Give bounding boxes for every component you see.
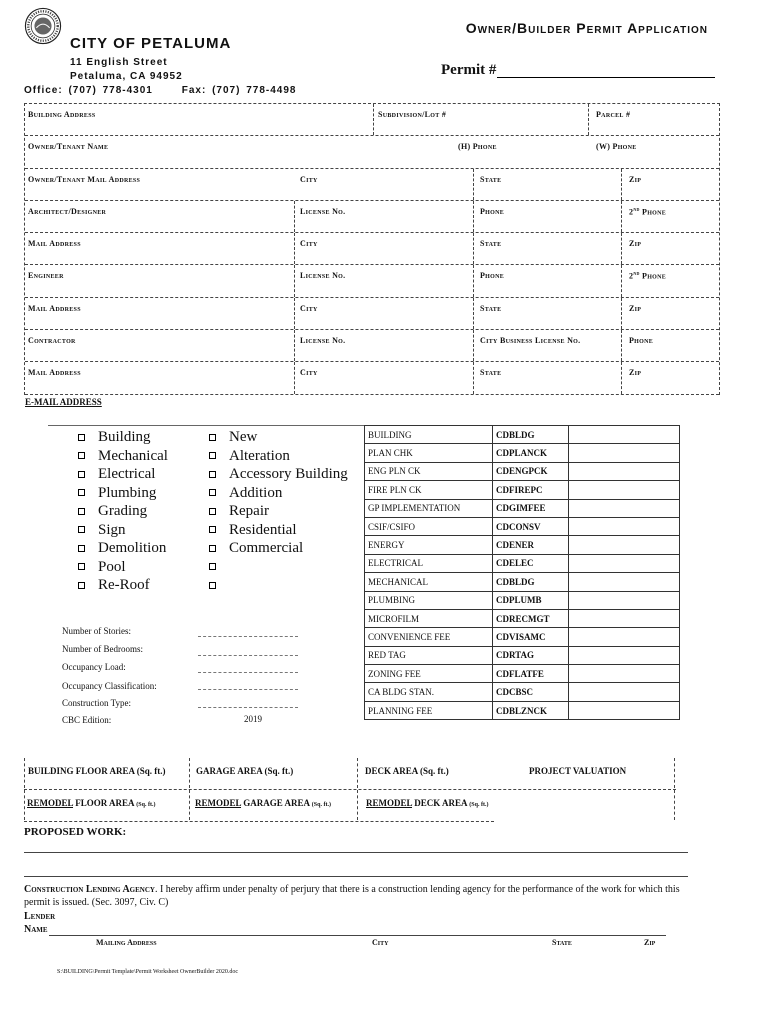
checkbox-icon[interactable] [209, 526, 216, 533]
checkbox-grading[interactable]: Grading [78, 502, 168, 521]
subdivision-lot-field[interactable]: Subdivision/Lot # [378, 110, 447, 119]
grid-row-architect-mail [25, 233, 719, 265]
table-row: FIRE PLN CK CDFIREPC [365, 481, 680, 499]
engineer-license-field[interactable]: License No. [300, 271, 346, 281]
table-row: CONVENIENCE FEE CDVISAMC [365, 628, 680, 646]
contact-line [24, 85, 296, 96]
checkbox-icon[interactable] [78, 582, 85, 589]
grid-row-engineer-mail [25, 298, 719, 330]
table-row: PLAN CHK CDPLANCK [365, 444, 680, 462]
work-phone-field[interactable]: (W) Phone [596, 142, 637, 152]
fee-code-table [364, 425, 680, 720]
construction-type-label: Construction Type: [62, 698, 131, 708]
street-address: 11 English Street [70, 57, 168, 68]
remodel-floor-area-field[interactable]: REMODEL FLOOR AREA (Sq. ft.) [27, 798, 156, 808]
checkbox-blank-2[interactable] [209, 576, 348, 595]
cbc-edition-label: CBC Edition: [62, 715, 112, 725]
table-row: MICROFILM CDRECMGT [365, 609, 680, 627]
architect-second-phone-field[interactable]: 2nd Phone [629, 207, 667, 217]
engineer-mail-address-field[interactable]: Mail Address [28, 303, 81, 313]
checkbox-icon[interactable] [78, 471, 85, 478]
engineer-field[interactable]: Engineer [28, 271, 64, 281]
grid-row-engineer [25, 265, 719, 297]
checkbox-repair[interactable]: Repair [209, 502, 348, 521]
checkbox-icon[interactable] [209, 434, 216, 441]
checkbox-icon[interactable] [209, 545, 216, 552]
contractor-field[interactable]: Contractor [28, 336, 76, 346]
fee-amount-cell[interactable] [569, 665, 680, 683]
lender-mailing-address-label: Mailing Address [96, 938, 157, 947]
occupancy-classification-field[interactable] [198, 689, 298, 690]
bedrooms-field[interactable] [198, 655, 298, 656]
owner-zip-field[interactable]: Zip [629, 174, 642, 184]
remodel-garage-area-field[interactable]: REMODEL GARAGE AREA (Sq. ft.) [195, 798, 331, 808]
occupancy-load-label: Occupancy Load: [62, 662, 126, 672]
grid-row-architect [25, 201, 719, 233]
form-title: Owner/Builder Permit Application [465, 20, 708, 36]
permit-type-list [78, 428, 168, 595]
building-floor-area-field[interactable]: BUILDING FLOOR AREA (Sq. ft.) [28, 766, 166, 776]
checkbox-icon[interactable] [209, 563, 216, 570]
architect-license-field[interactable]: License No. [300, 206, 346, 216]
garage-area-field[interactable]: GARAGE AREA (Sq. ft.) [196, 766, 294, 776]
checkbox-commercial[interactable]: Commercial [209, 539, 348, 558]
table-row: ZONING FEE CDFLATFE [365, 665, 680, 683]
office-phone: Office: (707) 778-4301 [24, 85, 153, 96]
remodel-deck-area-field[interactable]: REMODEL DECK AREA (Sq. ft.) [366, 798, 489, 808]
building-address-field[interactable]: Building Address [28, 110, 96, 119]
checkbox-blank-1[interactable] [209, 558, 348, 577]
architect-zip-field[interactable]: Zip [629, 239, 642, 249]
fee-amount-cell[interactable] [569, 554, 680, 572]
lending-agency-statement: Construction Lending Agency. I hereby affirm under penalty of perjury that there is a construction lending agency for the performance of the work for which this permit is issued. (Sec. 3097, Civ. C) [24, 884, 680, 908]
checkbox-icon[interactable] [78, 452, 85, 459]
applicant-info-grid [24, 103, 720, 395]
engineer-city-field[interactable]: City [300, 303, 318, 313]
city-state-zip: Petaluma, CA 94952 [70, 71, 183, 82]
contractor-zip-field[interactable]: Zip [629, 368, 642, 378]
table-row: PLUMBING CDPLUMB [365, 591, 680, 609]
table-row: MECHANICAL CDBLDG [365, 573, 680, 591]
checkbox-icon[interactable] [209, 471, 216, 478]
grid-row-building-address [25, 104, 719, 136]
checkbox-sign[interactable]: Sign [78, 521, 168, 540]
fee-amount-cell[interactable] [569, 444, 680, 462]
checkbox-icon[interactable] [209, 452, 216, 459]
grid-row-contractor [25, 330, 719, 362]
email-address-field[interactable] [48, 425, 365, 426]
table-row: ENERGY CDENER [365, 536, 680, 554]
checkbox-icon[interactable] [78, 545, 85, 552]
owner-mail-address-field[interactable]: Owner/Tenant Mail Address [28, 174, 141, 184]
fee-amount-cell[interactable] [569, 646, 680, 664]
checkbox-pool[interactable]: Pool [78, 558, 168, 577]
grid-row-contractor-mail [25, 362, 719, 394]
occupancy-classification-label: Occupancy Classification: [62, 681, 157, 691]
checkbox-electrical[interactable]: Electrical [78, 465, 168, 484]
checkbox-icon[interactable] [209, 582, 216, 589]
project-valuation-field[interactable]: PROJECT VALUATION [529, 766, 627, 776]
checkbox-plumbing[interactable]: Plumbing [78, 484, 168, 503]
table-row: ENG PLN CK CDENGPCK [365, 462, 680, 480]
city-name: CITY OF PETALUMA [70, 35, 232, 52]
city-seal-logo [24, 7, 62, 45]
table-row: RED TAG CDRTAG [365, 646, 680, 664]
checkbox-accessory-building[interactable]: Accessory Building [209, 465, 348, 484]
fee-amount-cell[interactable] [569, 499, 680, 517]
architect-state-field[interactable]: State [480, 239, 502, 249]
owner-city-field[interactable]: City [300, 174, 318, 184]
document-path-footer: S:\BUILDING\Permit Template\Permit Worksheet OwnerBuilder 2020.doc [57, 969, 239, 975]
city-business-license-field[interactable]: City Business License No. [480, 336, 581, 346]
proposed-work-label: PROPOSED WORK: [24, 826, 127, 838]
parcel-field[interactable]: Parcel # [596, 110, 631, 119]
contractor-mail-address-field[interactable]: Mail Address [28, 368, 81, 378]
occupancy-load-field[interactable] [198, 672, 298, 673]
engineer-state-field[interactable]: State [480, 303, 502, 313]
lender-city-label: City [372, 938, 389, 947]
engineer-zip-field[interactable]: Zip [629, 303, 642, 313]
owner-state-field[interactable]: State [480, 174, 502, 184]
table-row: PLANNING FEE CDBLZNCK [365, 701, 680, 719]
checkbox-demolition[interactable]: Demolition [78, 539, 168, 558]
checkbox-icon[interactable] [78, 563, 85, 570]
checkbox-addition[interactable]: Addition [209, 484, 348, 503]
fee-amount-cell[interactable] [569, 591, 680, 609]
contractor-city-field[interactable]: City [300, 368, 318, 378]
checkbox-residential[interactable]: Residential [209, 521, 348, 540]
permit-number-field[interactable] [497, 77, 715, 78]
lender-name-label: Name [24, 924, 48, 935]
fee-amount-cell[interactable] [569, 481, 680, 499]
fee-amount-cell[interactable] [569, 462, 680, 480]
construction-type-field[interactable] [198, 707, 298, 708]
lender-name-field[interactable] [49, 935, 666, 936]
fee-amount-cell[interactable] [569, 536, 680, 554]
architect-phone-field[interactable]: Phone [480, 206, 505, 216]
engineer-phone-field[interactable]: Phone [480, 271, 505, 281]
checkbox-re-roof[interactable]: Re-Roof [78, 576, 168, 595]
lender-label: Lender [24, 911, 56, 922]
grid-row-owner-name [25, 136, 719, 168]
deck-area-field[interactable]: DECK AREA (Sq. ft.) [365, 766, 449, 776]
engineer-second-phone-field[interactable]: 2nd Phone [629, 272, 667, 282]
bedrooms-label: Number of Bedrooms: [62, 644, 143, 654]
stories-label: Number of Stories: [62, 626, 131, 636]
architect-mail-address-field[interactable]: Mail Address [28, 239, 81, 249]
checkbox-new[interactable]: New [209, 428, 348, 447]
contractor-phone-field[interactable]: Phone [629, 336, 654, 346]
fee-amount-cell[interactable] [569, 426, 680, 444]
grid-row-owner-mail [25, 169, 719, 201]
lender-state-label: State [552, 938, 572, 947]
checkbox-mechanical[interactable]: Mechanical [78, 447, 168, 466]
contractor-state-field[interactable]: State [480, 368, 502, 378]
architect-designer-field[interactable]: Architect/Designer [28, 206, 107, 216]
checkbox-building[interactable]: Building [78, 428, 168, 447]
lender-zip-label: Zip [644, 938, 656, 947]
area-row-2 [24, 790, 676, 820]
fee-amount-cell[interactable] [569, 573, 680, 591]
stories-field[interactable] [198, 636, 298, 637]
table-row: GP IMPLEMENTATION CDGIMFEE [365, 499, 680, 517]
work-type-list [209, 428, 348, 595]
checkbox-alteration[interactable]: Alteration [209, 447, 348, 466]
checkbox-icon[interactable] [209, 508, 216, 515]
checkbox-icon[interactable] [78, 526, 85, 533]
proposed-work-line-1[interactable] [24, 852, 688, 853]
table-row: CSIF/CSIFO CDCONSV [365, 517, 680, 535]
checkbox-icon[interactable] [78, 434, 85, 441]
home-phone-field[interactable]: (H) Phone [458, 142, 497, 152]
cbc-edition-value: 2019 [244, 714, 262, 724]
fee-amount-cell[interactable] [569, 517, 680, 535]
fee-amount-cell[interactable] [569, 609, 680, 627]
fee-amount-cell[interactable] [569, 628, 680, 646]
table-row: BUILDING CDBLDG [365, 426, 680, 444]
proposed-work-line-2[interactable] [24, 876, 688, 877]
owner-tenant-name-field[interactable]: Owner/Tenant Name [28, 142, 109, 152]
architect-city-field[interactable]: City [300, 239, 318, 249]
table-row: ELECTRICAL CDELEC [365, 554, 680, 572]
checkbox-icon[interactable] [78, 489, 85, 496]
checkbox-icon[interactable] [78, 508, 85, 515]
contractor-license-field[interactable]: License No. [300, 336, 346, 346]
email-address-label: E-MAIL ADDRESS [25, 397, 102, 407]
fee-amount-cell[interactable] [569, 701, 680, 719]
area-row-1 [24, 758, 676, 788]
table-row: CA BLDG STAN. CDCBSC [365, 683, 680, 701]
fax-number: Fax: (707) 778-4498 [181, 85, 297, 96]
fee-amount-cell[interactable] [569, 683, 680, 701]
checkbox-icon[interactable] [209, 489, 216, 496]
permit-number-label: Permit # [441, 62, 497, 78]
